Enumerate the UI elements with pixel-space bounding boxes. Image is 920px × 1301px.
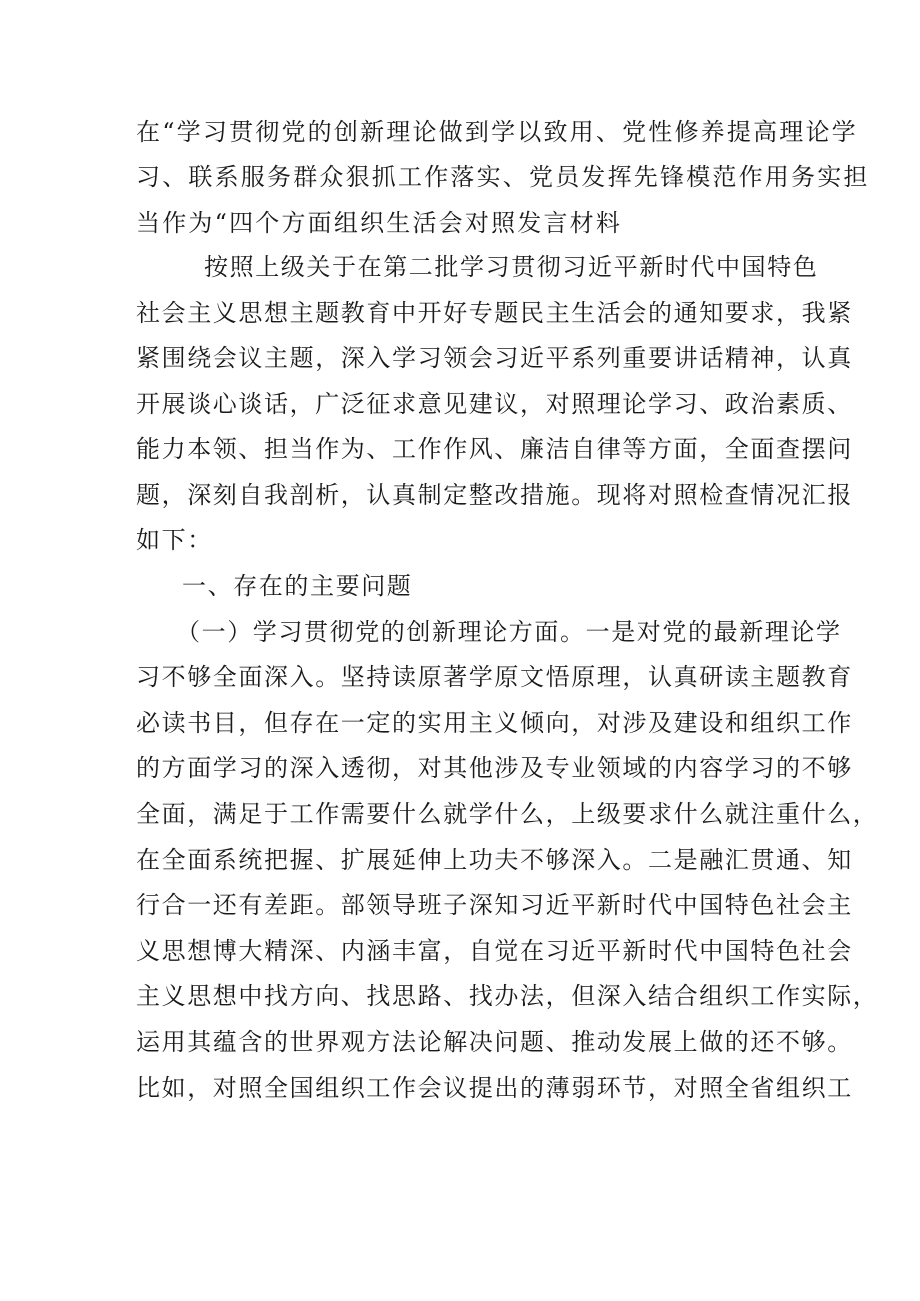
paragraph-line: 全面，满足于工作需要什么就学什么，上级要求什么就注重什么， [136, 800, 879, 828]
paragraph-line: 社会主义思想主题教育中开好专题民主生活会的通知要求，我紧 [136, 299, 853, 327]
paragraph-line: 按照上级关于在第二批学习贯彻习近平新时代中国特色 [204, 253, 819, 281]
title-line: 在“学习贯彻党的创新理论做到学以致用、党性修养提高理论学 [136, 118, 858, 146]
paragraph-line: 开展谈心谈话，广泛征求意见建议，对照理论学习、政治素质、 [136, 390, 853, 418]
paragraph-line: 习不够全面深入。坚持读原著学原文悟原理，认真研读主题教育 [136, 663, 853, 691]
paragraph-line: 主义思想中找方向、找思路、找办法，但深入结合组织工作实际， [136, 982, 879, 1010]
paragraph-line: 能力本领、担当作为、工作作风、廉洁自律等方面，全面查摆问 [136, 435, 853, 463]
paragraph-line: 的方面学习的深入透彻，对其他涉及专业领域的内容学习的不够 [136, 754, 853, 782]
paragraph-line: 比如，对照全国组织工作会议提出的薄弱环节，对照全省组织工 [136, 1074, 853, 1102]
title-line: 习、联系服务群众狠抓工作落实、党员发挥先锋模范作用务实担 [136, 163, 870, 191]
paragraph-line: 在全面系统把握、扩展延伸上功夫不够深入。二是融汇贯通、知 [136, 846, 853, 874]
paragraph-line: 题，深刻自我剖析，认真制定整改措施。现将对照检查情况汇报 [136, 481, 853, 509]
title-line: 当作为“四个方面组织生活会对照发言材料 [136, 209, 623, 237]
paragraph-line: 紧围绕会议主题，深入学习领会习近平系列重要讲话精神，认真 [136, 344, 853, 372]
paragraph-line: （一）学习贯彻党的创新理论方面。一是对党的最新理论学 [176, 618, 842, 646]
section-heading: 一、存在的主要问题 [182, 572, 413, 600]
paragraph-line: 行合一还有差距。部领导班子深知习近平新时代中国特色社会主 [136, 891, 853, 919]
paragraph-line: 必读书目，但存在一定的实用主义倾向，对涉及建设和组织工作 [136, 709, 853, 737]
paragraph-line: 运用其蕴含的世界观方法论解决问题、推动发展上做的还不够。 [136, 1028, 853, 1056]
paragraph-line: 如下： [136, 526, 213, 554]
paragraph-line: 义思想博大精深、内涵丰富，自觉在习近平新时代中国特色社会 [136, 937, 853, 965]
